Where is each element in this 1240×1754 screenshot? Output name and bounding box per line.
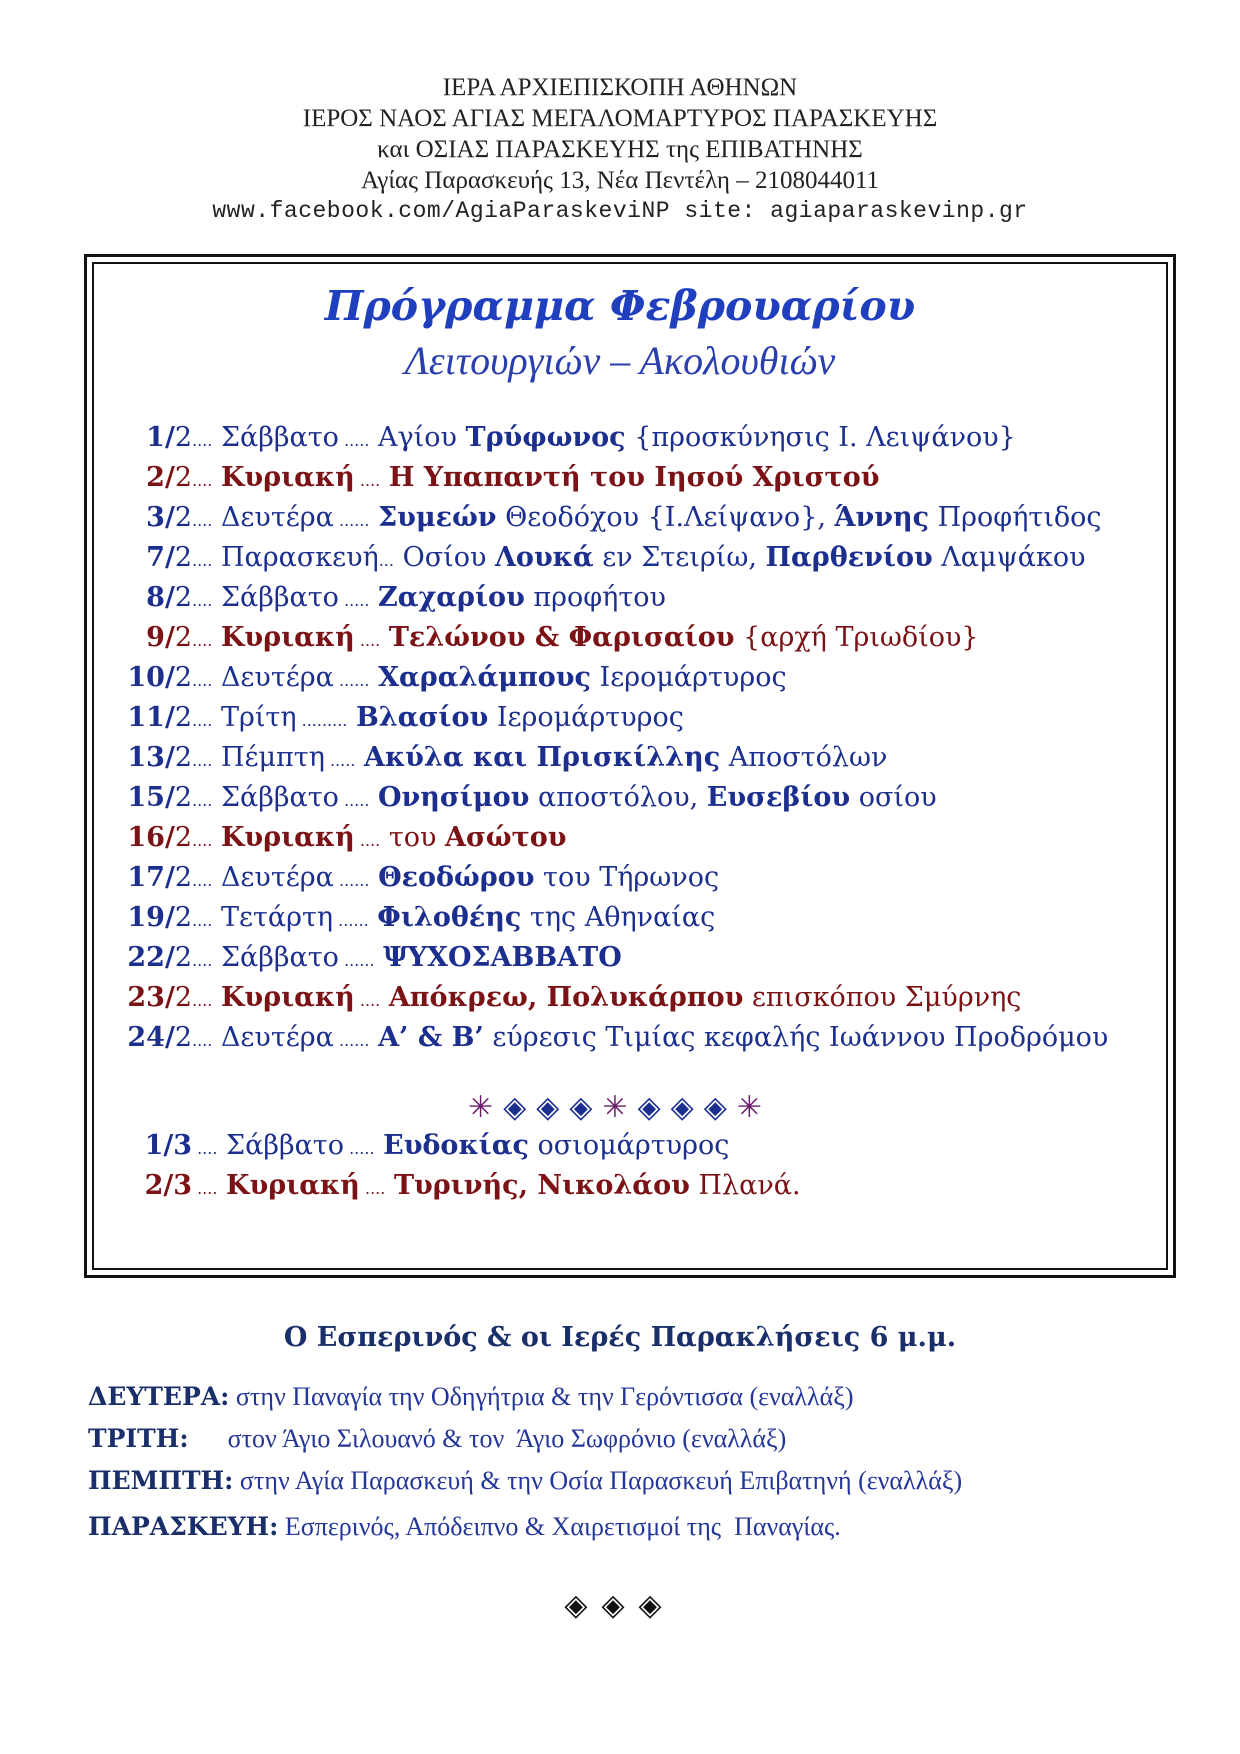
- date-day: 16/: [127, 822, 175, 853]
- diamond-ornament-icon: ◈: [637, 1090, 671, 1125]
- dot-leader: ......: [338, 951, 375, 970]
- dot-leader: ....: [192, 551, 213, 570]
- weekday: Κυριακή: [220, 982, 355, 1013]
- feast-text: της Αθηναίας: [521, 902, 716, 933]
- feast-text: Ζαχαρίου: [378, 582, 525, 613]
- date-month: 2: [174, 1022, 192, 1053]
- weekday: Σάββατο: [226, 1130, 344, 1161]
- schedule-date: [100, 738, 192, 778]
- date-month: 2: [174, 502, 192, 533]
- schedule-date: [100, 938, 192, 978]
- dot-leader: .....: [338, 431, 370, 450]
- schedule-date: [100, 498, 192, 538]
- dot-leader: ....: [192, 631, 213, 650]
- dot-leader: ....: [192, 831, 213, 850]
- feast-text: Ιερομάρτυρος: [488, 702, 684, 733]
- feast-text: Βλασίου: [355, 702, 489, 733]
- dot-leader: .....: [338, 791, 370, 810]
- date-month: 2: [174, 422, 192, 453]
- feast-text: οσίου: [850, 782, 937, 813]
- diamond-ornament-icon: ◈: [536, 1090, 570, 1125]
- date-day: 15/: [127, 782, 175, 813]
- weekday: Δευτέρα: [220, 862, 334, 893]
- schedule-date: [100, 818, 192, 858]
- date-day: 1/: [146, 422, 175, 453]
- feast-text: επισκόπου Σμύρνης: [743, 982, 1022, 1013]
- schedule-date: [100, 778, 192, 818]
- dot-leader: ....: [192, 671, 213, 690]
- weekday: Κυριακή: [220, 622, 355, 653]
- feast-text: Ευδοκίας: [383, 1130, 529, 1161]
- date-day: 10/: [127, 662, 175, 693]
- date-day: 24/: [127, 1022, 175, 1053]
- date-month: 2: [174, 662, 192, 693]
- diamond-ornament-icon: ◈: [703, 1090, 737, 1125]
- weekday: Κυριακή: [220, 462, 355, 493]
- dot-leader: .....: [324, 751, 356, 770]
- dot-leader: ....: [354, 831, 381, 850]
- schedule-row: [100, 458, 1170, 498]
- schedule-row: [100, 498, 1170, 538]
- date-month: 2: [174, 742, 192, 773]
- star-ornament-icon: ✳: [468, 1090, 504, 1125]
- feast-text: {αρχή Τριωδίου}: [734, 622, 979, 653]
- date-day: 11/: [127, 702, 175, 733]
- weekday: Σάββατο: [220, 782, 339, 813]
- weekly-service-text: στον Άγιο Σιλουανό & τον Άγιο Σωφρόνιο (εναλλάξ): [188, 1424, 787, 1453]
- dot-leader: ....: [192, 1031, 213, 1050]
- dot-leader: ....: [192, 1139, 218, 1158]
- date-day: 23/: [127, 982, 175, 1013]
- weekday: Σάββατο: [220, 942, 339, 973]
- dot-leader: ....: [192, 511, 213, 530]
- schedule-row: [100, 698, 1170, 738]
- dot-leader: ....: [192, 871, 213, 890]
- feast-text: Πλανά.: [689, 1170, 801, 1201]
- feast-text: Φιλοθέης: [377, 902, 522, 933]
- schedule-date: [100, 578, 192, 618]
- weekday: Πέμπτη: [220, 742, 325, 773]
- date-day: 2/3: [144, 1170, 192, 1201]
- dot-leader: .....: [344, 1139, 375, 1158]
- feast-text: Οσίου: [402, 542, 495, 573]
- schedule-row: [100, 858, 1170, 898]
- schedule-date: [100, 978, 192, 1018]
- feast-text: Τελώνου & Φαρισαίου: [388, 622, 735, 653]
- dot-leader: ....: [192, 751, 213, 770]
- schedule-row: [100, 618, 1170, 658]
- date-month: 2: [174, 702, 192, 733]
- date-day: 13/: [127, 742, 175, 773]
- weekday-label: ΠΑΡΑΣΚΕΥΗ:: [88, 1512, 279, 1541]
- dot-leader: ......: [333, 671, 370, 690]
- header-address: Αγίας Παρασκευής 13, Νέα Πεντέλη – 2108044011: [360, 167, 880, 194]
- header-archdiocese: ΙΕΡΑ ΑΡΧΙΕΠΙΣΚΟΠΗ ΑΘΗΝΩΝ: [442, 74, 798, 101]
- page-subtitle: Λειτουργιών – Ακολουθιών: [404, 338, 836, 383]
- schedule-date: [100, 1018, 192, 1058]
- date-month: 2: [174, 462, 192, 493]
- weekly-service-row: [88, 1424, 1208, 1454]
- date-month: 2: [174, 862, 192, 893]
- schedule-row: [100, 418, 1170, 458]
- feast-text: εν Στειρίω,: [593, 542, 766, 573]
- church-header: [0, 72, 1240, 227]
- dot-leader: ......: [333, 911, 369, 930]
- schedule-row: [100, 778, 1170, 818]
- feast-text: Τυρινής, Νικολάου: [393, 1170, 690, 1201]
- date-month: 2: [174, 622, 192, 653]
- weekday: Τρίτη: [220, 702, 297, 733]
- dot-leader: ....: [192, 1179, 218, 1198]
- feast-text: Αγίου: [378, 422, 466, 453]
- feast-text: Θεοδόχου {Ι.Λείψανο},: [496, 502, 835, 533]
- date-day: 3/: [146, 502, 175, 533]
- date-month: 2: [174, 982, 192, 1013]
- weekly-service-row: [88, 1512, 1208, 1542]
- schedule-row: [100, 978, 1170, 1018]
- star-ornament-icon: ✳: [602, 1090, 638, 1125]
- dot-leader: ....: [192, 431, 213, 450]
- vespers-heading: Ο Εσπερινός & οι Ιερές Παρακλήσεις 6 μ.μ.: [283, 1322, 957, 1353]
- weekday-label: ΤΡΙΤΗ:: [88, 1424, 189, 1453]
- date-day: 22/: [127, 942, 175, 973]
- feast-text: Αποστόλων: [720, 742, 888, 773]
- schedule-row: [100, 658, 1170, 698]
- dot-leader: ....: [192, 471, 213, 490]
- date-day: 17/: [127, 862, 175, 893]
- schedule-row: [100, 1018, 1170, 1058]
- date-day: 2/: [146, 462, 175, 493]
- schedule-row: [100, 1166, 1170, 1206]
- dot-leader: ....: [192, 911, 213, 930]
- dot-leader: ....: [354, 631, 381, 650]
- dot-leader: ......: [333, 1031, 370, 1050]
- weekday: Κυριακή: [220, 822, 355, 853]
- header-web-links: www.facebook.com/AgiaParaskeviNP site: agiaparaskevinp.gr: [212, 198, 1028, 224]
- feast-text: Άννης: [834, 502, 930, 533]
- dot-leader: ....: [354, 471, 381, 490]
- feast-text: Θεοδώρου: [378, 862, 535, 893]
- feast-text: εύρεσις Τιμίας κεφαλής Ιωάννου Προδρόμου: [483, 1022, 1109, 1053]
- schedule-row: [100, 538, 1170, 578]
- feast-text: Λουκά: [494, 542, 594, 573]
- dot-leader: ...: [378, 551, 394, 570]
- weekday: Δευτέρα: [220, 662, 334, 693]
- dot-leader: .....: [338, 591, 370, 610]
- feast-text: Προφήτιδος: [929, 502, 1102, 533]
- feast-text: Συμεών: [378, 502, 497, 533]
- page-title: Πρόγραμμα Φεβρουαρίου: [324, 282, 916, 330]
- weekday: Δευτέρα: [220, 502, 334, 533]
- schedule-date: [100, 1126, 192, 1166]
- dot-leader: ....: [192, 591, 213, 610]
- header-church-name: ΙΕΡΟΣ ΝΑΟΣ ΑΓΙΑΣ ΜΕΓΑΛΟΜΑΡΤΥΡΟΣ ΠΑΡΑΣΚΕΥΗΣ: [302, 105, 938, 132]
- dot-leader: ....: [192, 991, 213, 1010]
- ornament-divider: [0, 1090, 1240, 1125]
- schedule-date: [100, 698, 192, 738]
- feast-text: Ευσεβίου: [706, 782, 851, 813]
- schedule-date: [100, 658, 192, 698]
- weekly-service-text: στην Αγία Παρασκευή & την Οσία Παρασκευή Επιβατηνή (εναλλάξ): [233, 1466, 963, 1495]
- feast-text: Η Υπαπαντή του Ιησού Χριστού: [388, 462, 880, 493]
- diamond-ornament-icon: ◈: [569, 1090, 603, 1125]
- weekly-service-text: στην Παναγία την Οδηγήτρια & την Γερόντισσα (εναλλάξ): [229, 1382, 854, 1411]
- diamond-ornament-icon: ◈: [670, 1090, 704, 1125]
- date-month: 2: [174, 822, 192, 853]
- feast-text: αποστόλου,: [529, 782, 707, 813]
- feast-text: Ασώτου: [445, 822, 567, 853]
- feast-text: ΨΥΧΟΣΑΒΒΑΤΟ: [383, 942, 622, 973]
- feast-text: Α’ & Β’: [378, 1022, 484, 1053]
- date-day: 9/: [146, 622, 175, 653]
- schedule-date: [100, 418, 192, 458]
- schedule-date: [100, 858, 192, 898]
- schedule-row: [100, 818, 1170, 858]
- feast-text: Ακύλα και Πρισκίλλης: [364, 742, 721, 773]
- feast-text: του: [388, 822, 446, 853]
- weekly-service-row: [88, 1466, 1208, 1496]
- weekday: Κυριακή: [226, 1170, 360, 1201]
- dot-leader: ....: [192, 951, 213, 970]
- feast-text: Παρθενίου: [765, 542, 933, 573]
- schedule-date: [100, 898, 192, 938]
- date-day: 19/: [127, 902, 175, 933]
- date-month: 2: [174, 942, 192, 973]
- feast-text: Ονησίμου: [378, 782, 530, 813]
- date-day: 7/: [146, 542, 175, 573]
- feast-text: {προσκύνησις Ι. Λειψάνου}: [625, 422, 1016, 453]
- date-month: 2: [174, 902, 192, 933]
- weekday: Δευτέρα: [220, 1022, 334, 1053]
- dot-leader: ....: [354, 991, 381, 1010]
- dot-leader: ....: [359, 1179, 386, 1198]
- schedule-row: [100, 738, 1170, 778]
- header-church-subname: και ΟΣΙΑΣ ΠΑΡΑΣΚΕΥΗΣ της ΕΠΙΒΑΤΗΝΗΣ: [377, 136, 863, 163]
- date-month: 2: [174, 542, 192, 573]
- date-day: 1/3: [144, 1130, 192, 1161]
- schedule-date: [100, 618, 192, 658]
- weekly-service-row: [88, 1382, 1208, 1412]
- weekday: Τετάρτη: [220, 902, 334, 933]
- schedule-row: [100, 1126, 1170, 1166]
- feast-text: του Τήρωνος: [534, 862, 720, 893]
- schedule-row: [100, 578, 1170, 618]
- feast-text: Απόκρεω, Πολυκάρπου: [388, 982, 744, 1013]
- dot-leader: ......: [333, 871, 370, 890]
- schedule-row: [100, 938, 1170, 978]
- feast-text: Χαραλάμπους: [378, 662, 591, 693]
- weekday: Σάββατο: [220, 422, 339, 453]
- feast-text: προφήτου: [524, 582, 666, 613]
- dot-leader: .........: [296, 711, 348, 730]
- weekday-label: ΠΕΜΠΤΗ:: [88, 1466, 234, 1495]
- feast-text: οσιομάρτυρος: [528, 1130, 730, 1161]
- schedule-date: [100, 1166, 192, 1206]
- schedule-date: [100, 538, 192, 578]
- weekday-label: ΔΕΥΤΕΡΑ:: [88, 1382, 230, 1411]
- date-month: 2: [174, 782, 192, 813]
- footer-ornament: ◈◈◈: [564, 1588, 676, 1623]
- date-month: 2: [174, 582, 192, 613]
- date-day: 8/: [146, 582, 175, 613]
- weekday: Παρασκευή: [220, 542, 379, 573]
- dot-leader: ....: [192, 711, 213, 730]
- feast-text: Τρύφωνος: [465, 422, 626, 453]
- feast-text: Λαμψάκου: [932, 542, 1086, 573]
- feast-text: Ιερομάρτυρος: [590, 662, 787, 693]
- weekly-service-text: Εσπερινός, Απόδειπνο & Χαιρετισμοί της Παναγίας.: [278, 1512, 841, 1541]
- star-ornament-icon: ✳: [736, 1090, 772, 1125]
- schedule-row: [100, 898, 1170, 938]
- dot-leader: ....: [192, 791, 213, 810]
- schedule-date: [100, 458, 192, 498]
- diamond-ornament-icon: ◈: [503, 1090, 537, 1125]
- weekday: Σάββατο: [220, 582, 339, 613]
- dot-leader: ......: [333, 511, 370, 530]
